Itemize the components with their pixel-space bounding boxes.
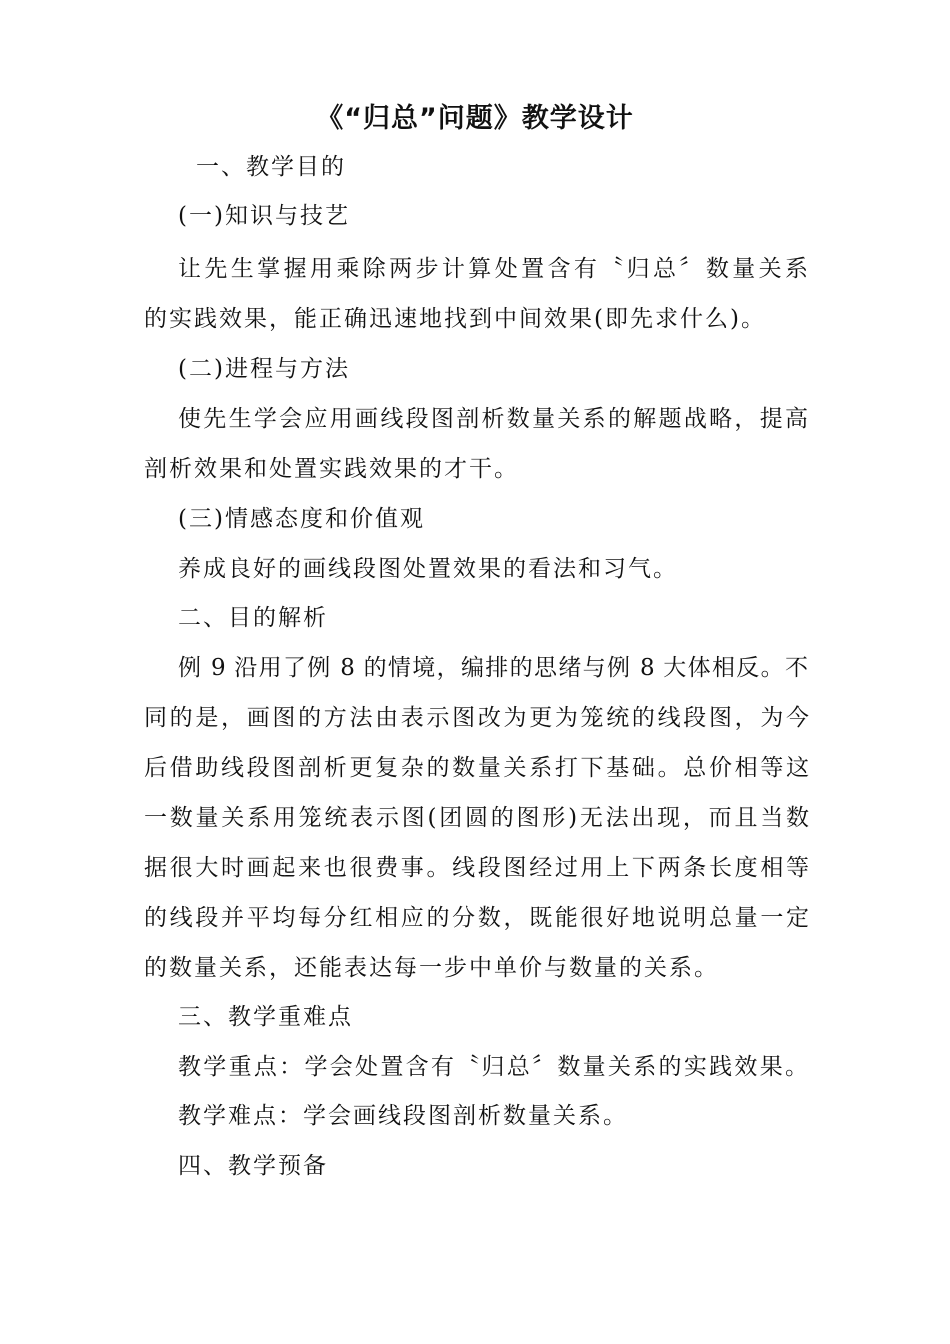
- paragraph-line: 教学重点：学会处置含有〝归总〞数量关系的实践效果。: [178, 1054, 808, 1080]
- paragraph-line: 的数量关系，还能表达每一步中单价与数量的关系。: [144, 955, 719, 981]
- paragraph-line: 一数量关系用笼统表示图(团圆的图形)无法出现，而且当数: [144, 805, 809, 831]
- subsection-heading-process: (二)进程与方法: [178, 356, 350, 382]
- document-title: 《“归总”问题》教学设计: [316, 103, 634, 134]
- paragraph-line: 养成良好的画线段图处置效果的看法和习气。: [178, 556, 678, 582]
- paragraph-line: 据很大时画起来也很费事。线段图经过用上下两条长度相等: [144, 855, 809, 881]
- section-heading-analysis: 二、目的解析: [178, 605, 328, 631]
- section-heading-key-points: 三、教学重难点: [178, 1004, 353, 1030]
- paragraph-line: 剖析效果和处置实践效果的才干。: [144, 456, 519, 482]
- paragraph-line: 使先生学会应用画线段图剖析数量关系的解题战略，提高: [178, 406, 808, 432]
- subsection-heading-attitude: (三)情感态度和价值观: [178, 506, 425, 532]
- paragraph-line: 例 9 沿用了例 8 的情境，编排的思绪与例 8 大体相反。不: [178, 655, 808, 681]
- paragraph-line: 的线段并平均每分红相应的分数，既能很好地说明总量一定: [144, 905, 809, 931]
- section-heading-preparation: 四、教学预备: [178, 1153, 328, 1179]
- paragraph-line: 同的是，画图的方法由表示图改为更为笼统的线段图，为今: [144, 705, 809, 731]
- paragraph-line: 后借助线段图剖析更复杂的数量关系打下基础。总价相等这: [144, 755, 809, 781]
- paragraph-line: 的实践效果，能正确迅速地找到中间效果(即先求什么)。: [144, 306, 766, 332]
- paragraph-line: 让先生掌握用乘除两步计算处置含有〝归总〞数量关系: [178, 256, 808, 282]
- subsection-heading-knowledge: (一)知识与技艺: [178, 203, 350, 229]
- paragraph-line: 教学难点：学会画线段图剖析数量关系。: [178, 1103, 628, 1129]
- section-heading-objectives: 一、教学目的: [196, 154, 346, 180]
